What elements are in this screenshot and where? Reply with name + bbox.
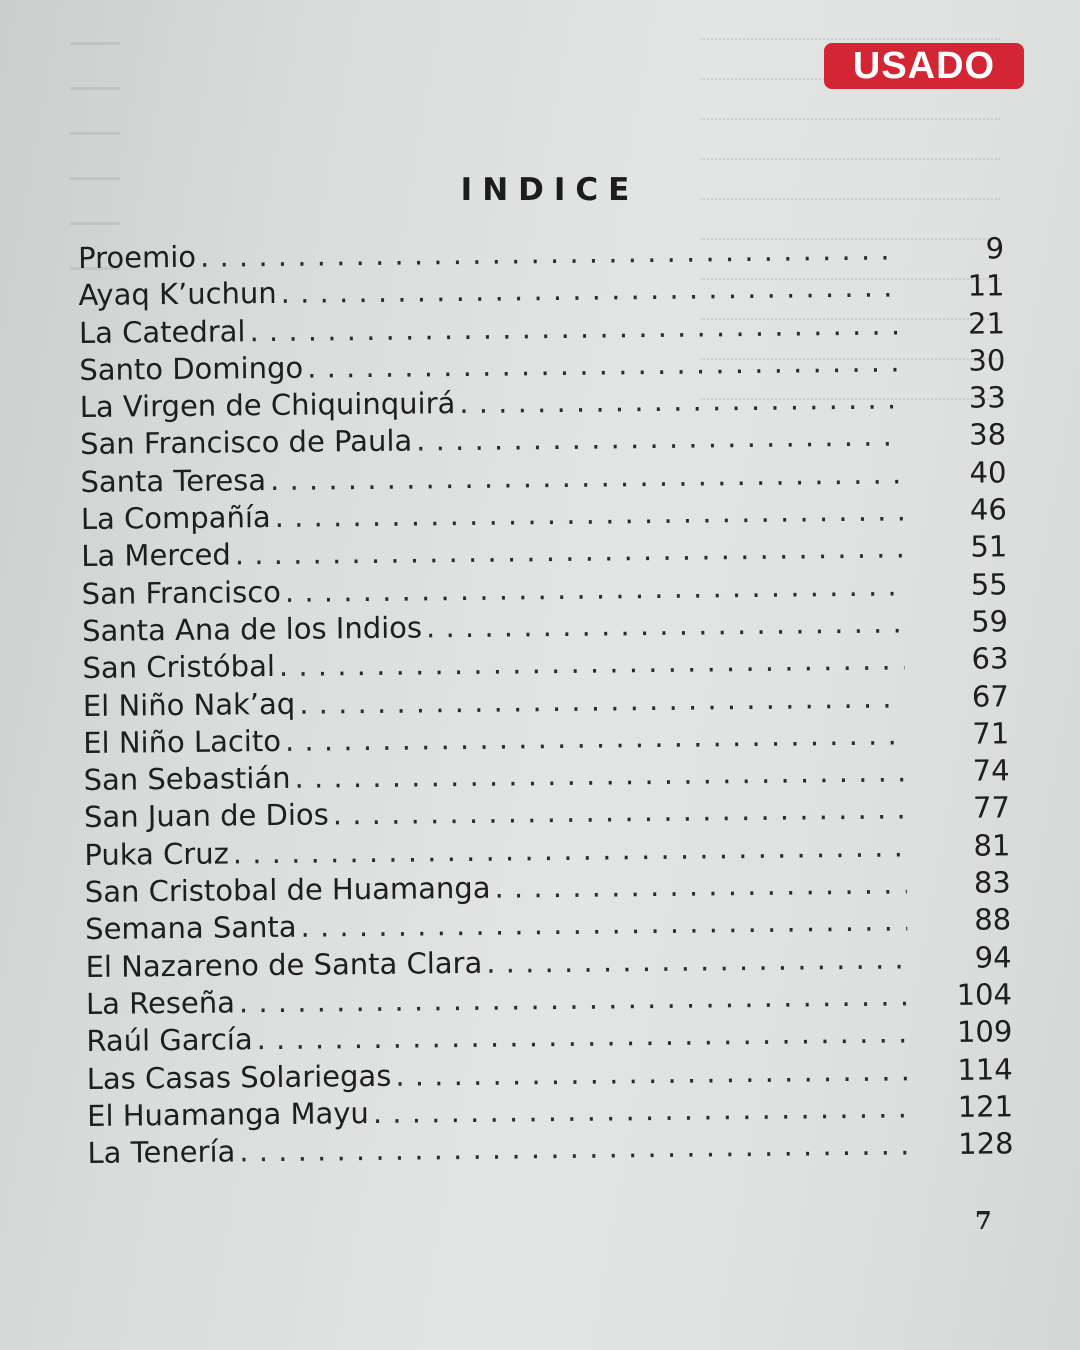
toc-entry-title: Las Casas Solariegas xyxy=(86,1058,392,1096)
page-number: 7 xyxy=(975,1206,992,1235)
toc-entry-page: 30 xyxy=(968,343,1006,378)
toc-entry-page: 51 xyxy=(970,529,1008,565)
dot-leader xyxy=(239,978,908,1019)
toc-entry-page: 71 xyxy=(972,716,1010,751)
dot-leader xyxy=(486,941,908,979)
dot-leader xyxy=(275,493,904,534)
dot-leader xyxy=(299,680,905,720)
toc-entry-title: El Niño Nak’aq xyxy=(82,686,296,723)
toc-entry-title: San Cristobal de Huamanga xyxy=(84,870,491,910)
table-of-contents xyxy=(78,231,1014,1173)
dot-leader xyxy=(285,568,904,608)
dot-leader xyxy=(426,605,904,644)
toc-entry-page: 104 xyxy=(956,977,1013,1012)
dot-leader xyxy=(459,382,902,421)
toc-entry-title: San Cristóbal xyxy=(82,649,276,686)
toc-entry-title: San Sebastián xyxy=(83,760,291,798)
toc-entry-page: 33 xyxy=(968,380,1006,415)
toc-entry-page: 11 xyxy=(967,268,1005,303)
toc-entry-page: 55 xyxy=(970,566,1008,602)
toc-entry-page: 38 xyxy=(968,417,1007,453)
toc-entry-title: Santa Ana de los Indios xyxy=(81,610,423,648)
toc-entry-title: Santo Domingo xyxy=(79,350,304,387)
used-badge: USADO xyxy=(824,43,1024,89)
toc-entry-page: 83 xyxy=(973,865,1011,900)
toc-entry-page: 9 xyxy=(985,231,1005,266)
dot-leader xyxy=(235,531,904,572)
toc-entry-title: Ayaq K’uchun xyxy=(78,276,277,313)
toc-entry-page: 114 xyxy=(957,1051,1013,1087)
toc-entry-title: Santa Teresa xyxy=(80,462,267,499)
dot-leader xyxy=(200,232,900,273)
toc-entry-title: El Nazareno de Santa Clara xyxy=(85,945,483,984)
bleed-through-numbers xyxy=(70,0,130,270)
toc-entry-title: San Juan de Dios xyxy=(83,797,329,835)
toc-entry-page: 128 xyxy=(957,1126,1014,1161)
toc-entry-title: La Merced xyxy=(81,537,231,574)
dot-leader xyxy=(233,829,907,870)
toc-entry-title: Semana Santa xyxy=(85,910,297,947)
toc-entry-title: La Compañía xyxy=(80,500,271,537)
toc-entry-title: La Virgen de Chiquinquirá xyxy=(79,386,456,425)
toc-entry-page: 40 xyxy=(969,455,1007,490)
toc-entry-title: Raúl García xyxy=(86,1022,253,1059)
toc-entry-title: La Reseña xyxy=(85,985,236,1021)
dot-leader xyxy=(333,792,907,832)
dot-leader xyxy=(373,1090,910,1130)
toc-entry-title: El Huamanga Mayu xyxy=(86,1095,370,1133)
dot-leader xyxy=(281,270,901,310)
toc-entry-page: 21 xyxy=(967,305,1006,341)
toc-entry-title: San Francisco de Paula xyxy=(79,423,413,462)
dot-leader xyxy=(270,456,903,497)
toc-entry-title: Proemio xyxy=(78,239,197,275)
toc-entry-page: 67 xyxy=(971,678,1009,714)
toc-entry-page: 88 xyxy=(974,902,1012,937)
toc-entry-page: 121 xyxy=(957,1089,1014,1124)
toc-entry-page: 74 xyxy=(972,753,1010,788)
toc-entry-title: El Niño Lacito xyxy=(83,723,282,760)
dot-leader xyxy=(300,904,907,944)
toc-entry-title: La Catedral xyxy=(78,313,246,350)
toc-entry-page: 59 xyxy=(970,604,1009,639)
toc-entry-page: 109 xyxy=(956,1014,1013,1050)
toc-entry-page: 94 xyxy=(974,939,1012,975)
toc-entry-title: Puka Cruz xyxy=(84,836,230,872)
dot-leader xyxy=(249,307,901,348)
dot-leader xyxy=(279,643,905,684)
toc-entry-title: San Francisco xyxy=(81,574,282,611)
toc-entry-page: 46 xyxy=(969,492,1008,527)
dot-leader xyxy=(256,1016,908,1057)
dot-leader xyxy=(307,344,902,384)
index-title: INDICE xyxy=(460,172,640,208)
toc-entry-page: 77 xyxy=(972,790,1011,826)
dot-leader xyxy=(416,419,902,458)
dot-leader xyxy=(395,1053,909,1092)
toc-entry-page: 81 xyxy=(973,828,1011,863)
dot-leader xyxy=(239,1127,910,1168)
toc-entry-page: 63 xyxy=(971,641,1009,676)
dot-leader xyxy=(285,717,906,757)
toc-entry-title: La Tenería xyxy=(87,1134,236,1171)
dot-leader xyxy=(494,866,907,904)
dot-leader xyxy=(294,755,905,795)
